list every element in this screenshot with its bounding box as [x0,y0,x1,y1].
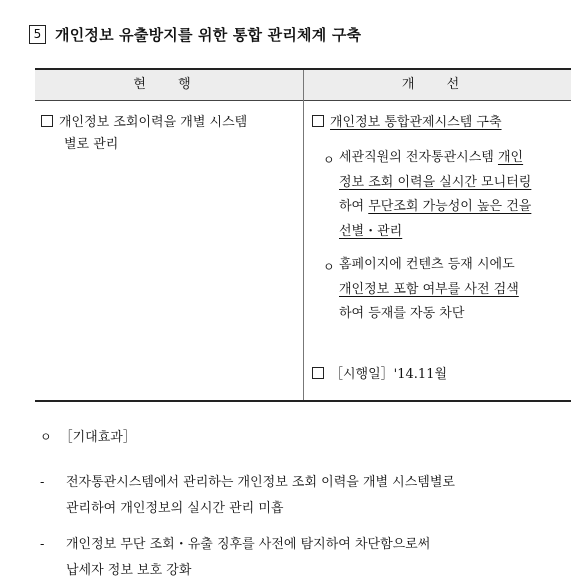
expected-effects-heading: ㅇ ［기대효과］ [40,430,136,445]
section-number: 5 [29,25,46,44]
checkbox-icon [312,115,324,127]
effect-item-2: - 개인정보 무단 조회・유출 징후를 사전에 탐지하여 차단함으로써 납세자 정보 보호 강화 [40,532,430,584]
circle-bullet-icon: ㅇ [323,260,335,274]
circle-bullet-icon: ㅇ [323,153,335,167]
table-bottom-rule [35,400,571,402]
column-divider [303,70,304,400]
improved-bullet-2: 홈페이지에 컨텐츠 등재 시에도 개인정보 포함 여부를 사전 검색 하여 등재를 자동 차단 [339,257,519,321]
section-title-text: 개인정보 유출방지를 위한 통합 관리체계 구축 [55,25,362,44]
improved-bullet-1: 세관직원의 전자통관시스템 개인 정보 조회 이력을 실시간 모니터링 하여 무단조회 가능성이 높은 건을 선별・관리 [339,150,532,239]
effective-date: ［시행일］'14.11월 [312,364,447,386]
dash-marker: - [40,475,45,490]
effect-item-1: - 전자통관시스템에서 관리하는 개인정보 조회 이력을 개별 시스템별로 관리하여 개인정보의 실시간 관리 미흡 [40,470,455,522]
improved-heading: 개인정보 통합관제시스템 구축 [312,112,502,134]
comparison-table [35,68,571,402]
checkbox-icon [312,367,324,379]
header-current: 현 행 [133,77,205,92]
section-title [29,22,361,46]
dash-marker: - [40,537,45,552]
checkbox-icon [41,115,53,127]
header-improved: 개 선 [401,77,474,92]
circle-bullet-icon: ㅇ [40,430,52,444]
current-item: 개인정보 조회이력을 개별 시스템 별로 관리 [41,112,247,156]
